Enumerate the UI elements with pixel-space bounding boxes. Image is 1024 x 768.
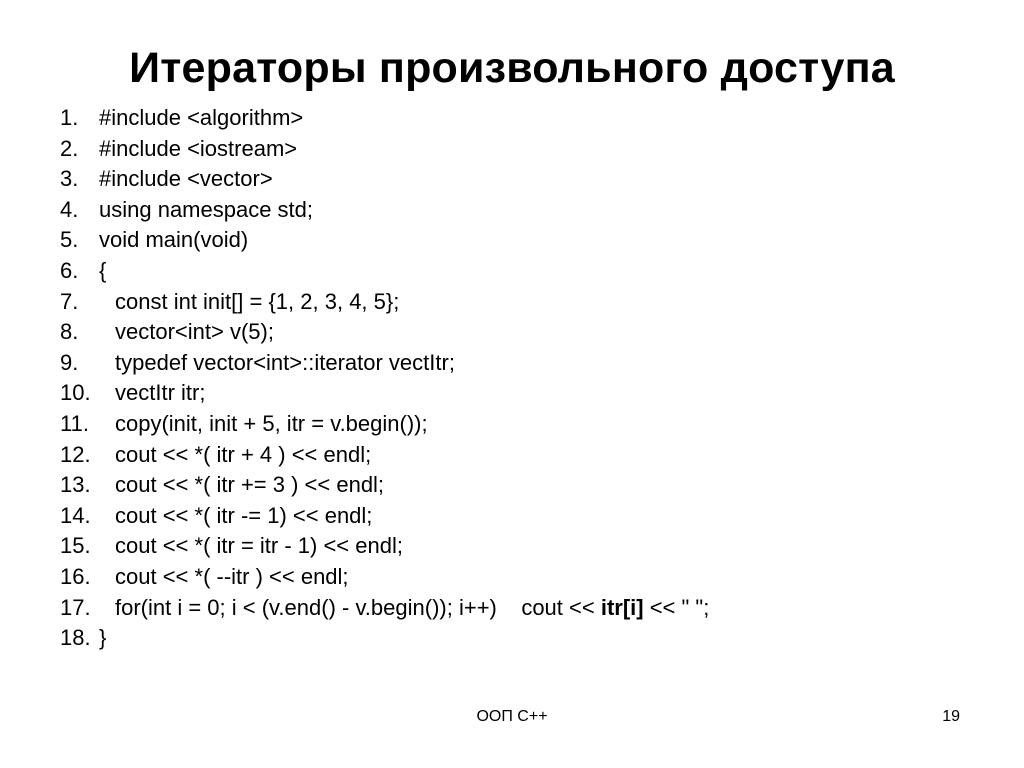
- line-number: 4.: [60, 196, 79, 222]
- code-text: cout << *( --itr ) << endl;: [115, 563, 349, 589]
- code-line: [60, 134, 298, 165]
- code-text: cout << *( itr + 4 ) << endl;: [115, 441, 372, 467]
- code-text: using namespace std;: [99, 196, 314, 222]
- code-line: [60, 623, 107, 654]
- code-text: cout << *( itr += 3 ) << endl;: [115, 472, 385, 498]
- line-number: 8.: [60, 319, 79, 345]
- code-line: [60, 348, 455, 379]
- line-number: 5.: [60, 227, 79, 253]
- line-number: 11.: [60, 410, 89, 436]
- code-line: [60, 225, 249, 256]
- code-text: vector<int> v(5);: [115, 319, 274, 345]
- code-text: }: [99, 625, 107, 651]
- code-line: [60, 378, 206, 409]
- code-line: [60, 440, 372, 471]
- code-line: [60, 470, 385, 501]
- line-number: 2.: [60, 135, 79, 161]
- line-number: 13.: [60, 472, 91, 498]
- code-text: cout << *( itr -= 1) << endl;: [115, 502, 373, 528]
- line-number: 18.: [60, 625, 91, 651]
- page-number: 19: [942, 708, 960, 725]
- code-text: #include <iostream>: [99, 135, 298, 161]
- code-text-before: for(int i = 0; i < (v.end() - v.begin()); i++) cout <<: [115, 594, 601, 620]
- code-text: copy(init, init + 5, itr = v.begin());: [115, 410, 428, 436]
- code-line: [60, 195, 314, 226]
- code-line: [60, 562, 349, 593]
- line-number: 6.: [60, 257, 79, 283]
- line-number: 12.: [60, 441, 91, 467]
- line-number: 10.: [60, 380, 91, 406]
- code-line: [60, 103, 304, 134]
- code-line: [60, 501, 373, 532]
- code-text: const int init[] = {1, 2, 3, 4, 5};: [115, 288, 400, 314]
- line-number: 16.: [60, 563, 91, 589]
- code-text-after: << " ";: [643, 594, 710, 620]
- line-number: 7.: [60, 288, 79, 314]
- code-text: #include <vector>: [99, 166, 273, 192]
- code-listing: [60, 103, 710, 654]
- code-text: #include <algorithm>: [99, 105, 304, 130]
- code-line: [60, 317, 274, 348]
- code-line: [60, 531, 403, 562]
- code-text: typedef vector<int>::iterator vectItr;: [115, 349, 455, 375]
- code-text-bold: itr[i]: [600, 594, 644, 620]
- footer-course-name: ООП C++: [476, 708, 548, 725]
- code-text: [115, 593, 709, 624]
- line-number: 1.: [60, 105, 79, 130]
- code-line: [60, 593, 710, 624]
- line-number: 3.: [60, 166, 79, 192]
- code-text: void main(void): [99, 227, 249, 253]
- code-text: vectItr itr;: [115, 380, 206, 406]
- slide-title: Итераторы произвольного доступа: [129, 44, 895, 92]
- line-number: 14.: [60, 502, 91, 528]
- line-number: 15.: [60, 533, 91, 559]
- line-number: 9.: [60, 349, 79, 375]
- code-line: [60, 164, 273, 195]
- code-line: [60, 287, 400, 318]
- code-line: [60, 409, 428, 440]
- code-line: [60, 256, 107, 287]
- code-text: cout << *( itr = itr - 1) << endl;: [115, 533, 403, 559]
- line-number: 17.: [60, 594, 91, 620]
- code-text: {: [99, 257, 107, 283]
